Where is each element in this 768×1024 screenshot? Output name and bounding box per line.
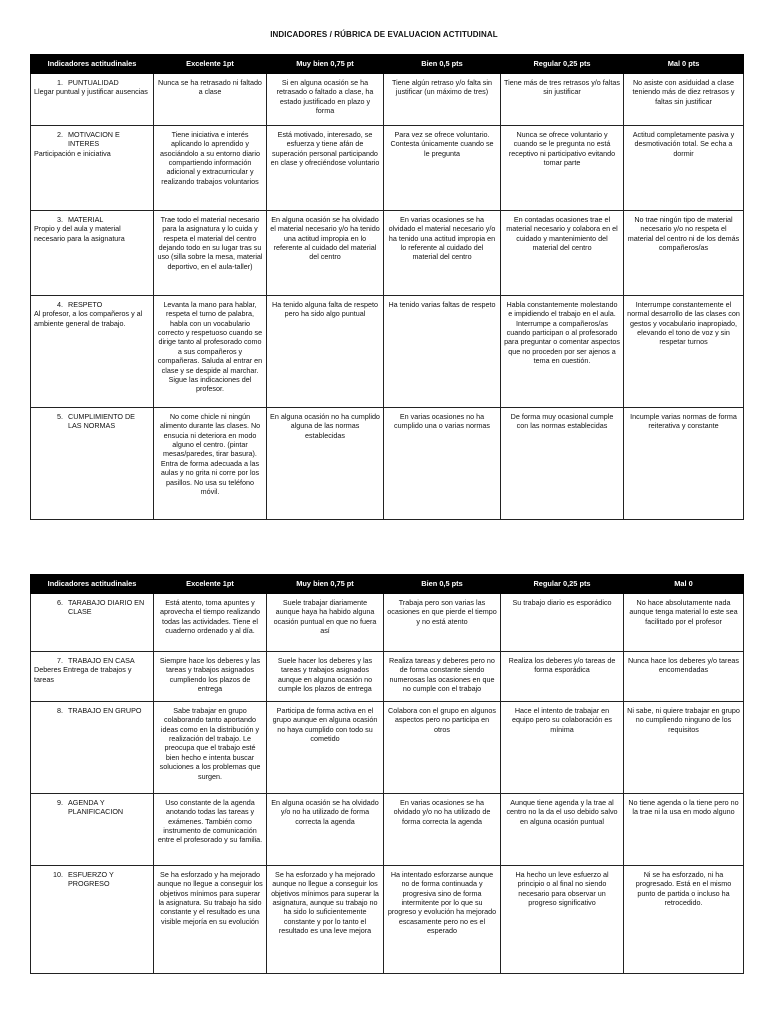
cell-regular: Nunca se ofrece voluntario y cuando se le pregunta no está receptivo ni participativo evitando tomar parte xyxy=(501,126,624,211)
indicator-name: PUNTUALIDAD xyxy=(68,78,119,87)
indicator-cell xyxy=(31,74,154,126)
header-indicator: Indicadores actitudinales xyxy=(31,575,154,594)
header-muy-bien: Muy bien 0,75 pt xyxy=(267,55,384,74)
cell-regular: De forma muy ocasional cumple con las normas establecidas xyxy=(501,408,624,520)
header-muy-bien: Muy bien 0,75 pt xyxy=(267,575,384,594)
indicator-name: TRABAJO EN CASA xyxy=(68,656,135,665)
table-row xyxy=(31,74,744,126)
header-indicator: Indicadores actitudinales xyxy=(31,55,154,74)
table-row xyxy=(31,652,744,702)
indicator-cell xyxy=(31,594,154,652)
cell-mal: No tiene agenda o la tiene pero no la trae ni la usa en modo alguno xyxy=(624,794,744,866)
rubric-table-1 xyxy=(30,54,744,520)
cell-regular: Habla constantemente molestando e impidiendo el trabajo en el aula. Interrumpe a compañeros/as cuando participan o al profesorado para preguntar o comentar aspectos que no proceden por ser ajenos a tema en cuestión. xyxy=(501,296,624,408)
cell-mal: Actitud completamente pasiva y desmotivación total. Se echa a dormir xyxy=(624,126,744,211)
indicator-number: 5. xyxy=(57,412,63,421)
cell-bien: En varias ocasiones se ha olvidado y/o no ha utilizado de forma correcta la agenda xyxy=(384,794,501,866)
indicator-name: TARABAJO DIARIO EN CLASE xyxy=(68,598,145,617)
cell-excelente: Está atento, toma apuntes y aprovecha el tiempo realizando todas las actividades. Tiene el cuaderno ordenado y al día. xyxy=(154,594,267,652)
header-bien: Bien 0,5 pts xyxy=(384,55,501,74)
indicator-name: RESPETO xyxy=(68,300,103,309)
indicator-description: Llegar puntual y justificar ausencias xyxy=(34,87,148,97)
cell-excelente: Levanta la mano para hablar, respeta el turno de palabra, habla con un vocabulario correcto y respetuoso cuando se dirige tanto al profesorado como a sus compañeros y compañeras. Saluda al entrar en clase y se despide al marchar. Sigue las indicaciones del profesor. xyxy=(154,296,267,408)
cell-excelente: Se ha esforzado y ha mejorado aunque no llegue a conseguir los objetivos mínimos para superar la asignatura. Su trabajo ha sido constante y el resultado es una visible mejoría en su evolución xyxy=(154,866,267,974)
indicator-name: MATERIAL xyxy=(68,215,104,224)
indicator-cell xyxy=(31,866,154,974)
indicator-cell xyxy=(31,126,154,211)
cell-bien: En varias ocasiones no ha cumplido una o varias normas xyxy=(384,408,501,520)
cell-bien: En varias ocasiones se ha olvidado el material necesario y/o ha tenido una actitud impropia en lo referente al cuidado del material del centro xyxy=(384,211,501,296)
header-mal: Mal 0 pts xyxy=(624,55,744,74)
header-regular: Regular 0,25 pts xyxy=(501,575,624,594)
cell-mal: No hace absolutamente nada aunque tenga material lo este sea facilitado por el profesor xyxy=(624,594,744,652)
indicator-number: 7. xyxy=(57,656,63,665)
header-regular: Regular 0,25 pts xyxy=(501,55,624,74)
indicator-name: TRABAJO EN GRUPO xyxy=(68,706,142,715)
header-row xyxy=(31,55,744,74)
indicator-cell xyxy=(31,794,154,866)
cell-excelente: No come chicle ni ningún alimento durante las clases. No ensucia ni deteriora en modo alguno el centro. (pintar mesas/paredes, tirar basura). Entra de forma adecuada a las aulas y no grita ni corre por los pasillos. No usa su teléfono móvil. xyxy=(154,408,267,520)
cell-muy-bien: Suele trabajar diariamente aunque haya ha habido alguna ocasión puntual en que no fuera así xyxy=(267,594,384,652)
cell-mal: No trae ningún tipo de material necesario y/o no respeta el material del centro ni de los demás compañeros/as xyxy=(624,211,744,296)
table-row xyxy=(31,702,744,794)
header-bien: Bien 0,5 pts xyxy=(384,575,501,594)
cell-muy-bien: En alguna ocasión se ha olvidado el material necesario y/o ha tenido una actitud impropia en lo referente al cuidado del material del centro xyxy=(267,211,384,296)
cell-regular: En contadas ocasiones trae el material necesario y colabora en el cuidado y mantenimiento del material del centro xyxy=(501,211,624,296)
cell-muy-bien: Si en alguna ocasión se ha retrasado o faltado a clase, ha estado justificado en plazo y forma xyxy=(267,74,384,126)
cell-muy-bien: Se ha esforzado y ha mejorado aunque no llegue a conseguir los objetivos mínimos para superar la asignatura, aunque su trabajo no ha sido lo suficientemente constante y por lo tanto el resultado es una leve mejora xyxy=(267,866,384,974)
indicator-name: CUMPLIMIENTO DE LAS NORMAS xyxy=(68,412,135,431)
indicator-cell xyxy=(31,296,154,408)
cell-mal: No asiste con asiduidad a clase teniendo más de diez retrasos y faltas sin justificar xyxy=(624,74,744,126)
cell-excelente: Tiene iniciativa e interés aplicando lo aprendido y asociándolo a su entorno diario compartiendo información adicional y extracurricular y realizando trabajos voluntarios xyxy=(154,126,267,211)
cell-muy-bien: En alguna ocasión no ha cumplido alguna de las normas establecidas xyxy=(267,408,384,520)
indicator-number: 4. xyxy=(57,300,63,309)
header-mal: Mal 0 xyxy=(624,575,744,594)
cell-regular: Hace el intento de trabajar en equipo pero su colaboración es mínima xyxy=(501,702,624,794)
cell-regular: Ha hecho un leve esfuerzo al principio o al final no siendo necesario para observar un progreso significativo xyxy=(501,866,624,974)
indicator-cell xyxy=(31,211,154,296)
header-excelente: Excelente 1pt xyxy=(154,575,267,594)
cell-regular: Realiza los deberes y/o tareas de forma esporádica xyxy=(501,652,624,702)
cell-mal: Interrumpe constantemente el normal desarrollo de las clases con gestos y vocabulario inapropiado, elevando el tono de voz y sin respetar turnos xyxy=(624,296,744,408)
header-excelente: Excelente 1pt xyxy=(154,55,267,74)
indicator-number: 6. xyxy=(57,598,63,607)
cell-mal: Ni se ha esforzado, ni ha progresado. Está en el mismo punto de partida o incluso ha retrocedido. xyxy=(624,866,744,974)
indicator-number: 9. xyxy=(57,798,63,807)
indicator-number: 10. xyxy=(53,870,63,879)
cell-excelente: Sabe trabajar en grupo colaborando tanto aportando ideas como en la distribución y realización del trabajo. Le preocupa que el trabajo esté bien hecho e intenta buscar soluciones a los problemas que surgen. xyxy=(154,702,267,794)
indicator-description: Al profesor, a los compañeros y al ambiente general de trabajo. xyxy=(34,309,143,328)
cell-regular: Tiene más de tres retrasos y/o faltas sin justificar xyxy=(501,74,624,126)
cell-mal: Nunca hace los deberes y/o tareas encomendadas xyxy=(624,652,744,702)
indicator-number: 2. xyxy=(57,130,63,139)
cell-mal: Incumple varias normas de forma reiterativa y constante xyxy=(624,408,744,520)
table-row xyxy=(31,794,744,866)
cell-excelente: Nunca se ha retrasado ni faltado a clase xyxy=(154,74,267,126)
header-row xyxy=(31,575,744,594)
cell-muy-bien: Participa de forma activa en el grupo aunque en alguna ocasión no haya cumplido con todo su cometido xyxy=(267,702,384,794)
cell-bien: Realiza tareas y deberes pero no de forma constante siendo numerosas las ocasiones en que no cumple con el trabajo xyxy=(384,652,501,702)
document-title: INDICADORES / RÚBRICA DE EVALUACION ACTITUDINAL xyxy=(270,30,498,39)
table-row xyxy=(31,866,744,974)
indicator-description: Propio y del aula y material necesario para la asignatura xyxy=(34,224,125,243)
indicator-number: 1. xyxy=(57,78,63,87)
indicator-cell xyxy=(31,702,154,794)
rubric-table-2 xyxy=(30,574,744,974)
table-row xyxy=(31,408,744,520)
indicator-description: Deberes Entrega de trabajos y tareas xyxy=(34,665,132,684)
indicator-name: AGENDA Y PLANIFICACION xyxy=(68,798,124,817)
table-row xyxy=(31,296,744,408)
cell-bien: Ha intentado esforzarse aunque no de forma continuada y progresiva sino de forma intermitente por lo que su progreso y evolución ha mejorado escasamente pero no es el esperado xyxy=(384,866,501,974)
cell-regular: Su trabajo diario es esporádico xyxy=(501,594,624,652)
cell-excelente: Uso constante de la agenda anotando todas las tareas y exámenes. También como instrumento de comunicación entre el profesorado y su familia. xyxy=(154,794,267,866)
cell-bien: Colabora con el grupo en algunos aspectos pero no participa en otros xyxy=(384,702,501,794)
cell-mal: Ni sabe, ni quiere trabajar en grupo no cumpliendo ninguno de los requisitos xyxy=(624,702,744,794)
indicator-cell xyxy=(31,652,154,702)
indicator-description: Participación e iniciativa xyxy=(34,148,111,158)
cell-bien: Para vez se ofrece voluntario. Contesta únicamente cuando se le pregunta xyxy=(384,126,501,211)
cell-muy-bien: Suele hacer los deberes y las tareas y trabajos asignados aunque en alguna ocasión no cumple los plazos de entrega xyxy=(267,652,384,702)
cell-muy-bien: Está motivado, interesado, se esfuerza y tiene afán de superación personal participando en clase y ofreciéndose voluntario xyxy=(267,126,384,211)
indicator-number: 8. xyxy=(57,706,63,715)
cell-muy-bien: Ha tenido alguna falta de respeto pero ha sido algo puntual xyxy=(267,296,384,408)
table-row xyxy=(31,211,744,296)
cell-bien: Tiene algún retraso y/o falta sin justificar (un máximo de tres) xyxy=(384,74,501,126)
cell-bien: Trabaja pero son varias las ocasiones en que pierde el tiempo y no está atento xyxy=(384,594,501,652)
indicator-number: 3. xyxy=(57,215,63,224)
table-row xyxy=(31,126,744,211)
cell-excelente: Siempre hace los deberes y las tareas y trabajos asignados cumpliendo los plazos de entrega xyxy=(154,652,267,702)
cell-excelente: Trae todo el material necesario para la asignatura y lo cuida y respeta el material del centro dejando todo en su lugar tras su uso (silla sobre la mesa, material deportivo, en el aula-taller) xyxy=(154,211,267,296)
cell-bien: Ha tenido varias faltas de respeto xyxy=(384,296,501,408)
indicator-name: MOTIVACION E INTERES xyxy=(68,130,120,149)
cell-regular: Aunque tiene agenda y la trae al centro no la da el uso debido salvo en alguna ocasión puntual xyxy=(501,794,624,866)
table-row xyxy=(31,594,744,652)
indicator-name: ESFUERZO Y PROGRESO xyxy=(68,870,114,889)
indicator-cell xyxy=(31,408,154,520)
cell-muy-bien: En alguna ocasión se ha olvidado y/o no ha utilizado de forma correcta la agenda xyxy=(267,794,384,866)
